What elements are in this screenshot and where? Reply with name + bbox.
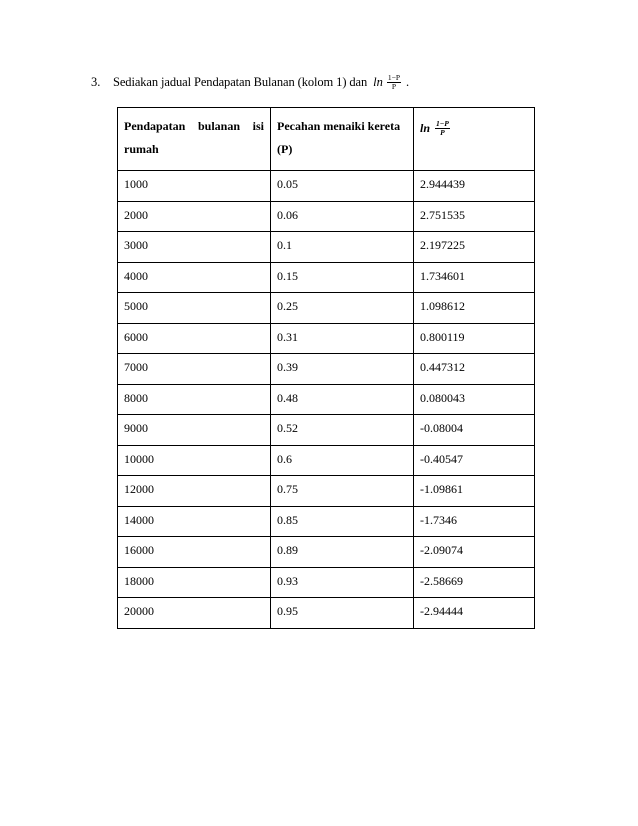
header-ln — [414, 108, 535, 171]
ln-cell: -0.40547 — [414, 445, 535, 476]
question-number: 3. — [91, 75, 101, 89]
table-row — [118, 506, 535, 537]
header-fraction-numerator: 1−P — [436, 119, 449, 128]
fraction-cell: 0.89 — [271, 537, 414, 568]
income-cell: 3000 — [118, 232, 271, 263]
table-row — [118, 598, 535, 629]
ln-cell: -0.08004 — [414, 415, 535, 446]
fraction-denominator: P — [391, 82, 397, 91]
question-text: Sediakan jadual Pendapatan Bulanan (kolom 1) dan — [113, 75, 368, 89]
income-cell: 2000 — [118, 201, 271, 232]
fraction-numerator: 1−P — [387, 73, 401, 82]
table-row — [118, 293, 535, 324]
table-row — [118, 415, 535, 446]
header-income-line1 — [124, 115, 264, 138]
income-cell: 10000 — [118, 445, 271, 476]
income-cell: 20000 — [118, 598, 271, 629]
income-cell: 16000 — [118, 537, 271, 568]
table-row — [118, 232, 535, 263]
ln-cell: 1.098612 — [414, 293, 535, 324]
fraction-cell: 0.06 — [271, 201, 414, 232]
data-table — [117, 107, 535, 629]
fraction-cell: 0.85 — [271, 506, 414, 537]
table-row — [118, 171, 535, 202]
table-row — [118, 201, 535, 232]
header-ln-expression — [420, 115, 450, 140]
fraction-cell: 0.6 — [271, 445, 414, 476]
fraction-cell: 0.25 — [271, 293, 414, 324]
header-fraction-line1: Pecahan menaiki kereta — [277, 119, 401, 133]
income-cell: 12000 — [118, 476, 271, 507]
fraction-cell: 0.1 — [271, 232, 414, 263]
fraction-cell: 0.48 — [271, 384, 414, 415]
table-row — [118, 537, 535, 568]
header-fraction-line2: (P) — [277, 142, 293, 156]
income-cell: 1000 — [118, 171, 271, 202]
fraction-cell: 0.75 — [271, 476, 414, 507]
header-word: Pendapatan — [124, 119, 186, 133]
income-cell: 6000 — [118, 323, 271, 354]
ln-cell: 0.080043 — [414, 384, 535, 415]
header-row — [118, 108, 535, 171]
ln-cell: -2.58669 — [414, 567, 535, 598]
header-word: isi — [252, 119, 264, 133]
question-heading — [91, 74, 409, 91]
income-cell: 18000 — [118, 567, 271, 598]
table-row — [118, 323, 535, 354]
header-ln-fraction — [435, 120, 450, 137]
table-row — [118, 262, 535, 293]
ln-cell: -2.94444 — [414, 598, 535, 629]
ln-cell: 2.751535 — [414, 201, 535, 232]
header-income-line2: rumah — [124, 142, 159, 156]
fraction-cell: 0.93 — [271, 567, 414, 598]
fraction-cell: 0.52 — [271, 415, 414, 446]
ln-cell: -1.7346 — [414, 506, 535, 537]
table-row — [118, 476, 535, 507]
income-cell: 5000 — [118, 293, 271, 324]
header-fraction-denominator: P — [440, 128, 445, 137]
fraction-cell: 0.31 — [271, 323, 414, 354]
income-cell: 8000 — [118, 384, 271, 415]
table-row — [118, 567, 535, 598]
income-cell: 9000 — [118, 415, 271, 446]
table-row — [118, 445, 535, 476]
ln-cell: 0.447312 — [414, 354, 535, 385]
header-income — [118, 108, 271, 171]
ln-cell: 0.800119 — [414, 323, 535, 354]
ln-cell: -2.09074 — [414, 537, 535, 568]
ln-cell: -1.09861 — [414, 476, 535, 507]
fraction-cell: 0.95 — [271, 598, 414, 629]
header-fraction — [271, 108, 414, 171]
fraction — [387, 74, 401, 91]
header-word: bulanan — [197, 119, 241, 133]
fraction-cell: 0.15 — [271, 262, 414, 293]
ln-cell: 2.197225 — [414, 232, 535, 263]
income-cell: 7000 — [118, 354, 271, 385]
fraction-cell: 0.39 — [271, 354, 414, 385]
ln-cell: 2.944439 — [414, 171, 535, 202]
table-row — [118, 384, 535, 415]
income-cell: 4000 — [118, 262, 271, 293]
ln-cell: 1.734601 — [414, 262, 535, 293]
table-row — [118, 354, 535, 385]
fraction-cell: 0.05 — [271, 171, 414, 202]
header-ln-label: ln — [420, 121, 431, 135]
heading-period: . — [406, 75, 410, 89]
ln-label: ln — [373, 75, 383, 89]
income-cell: 14000 — [118, 506, 271, 537]
